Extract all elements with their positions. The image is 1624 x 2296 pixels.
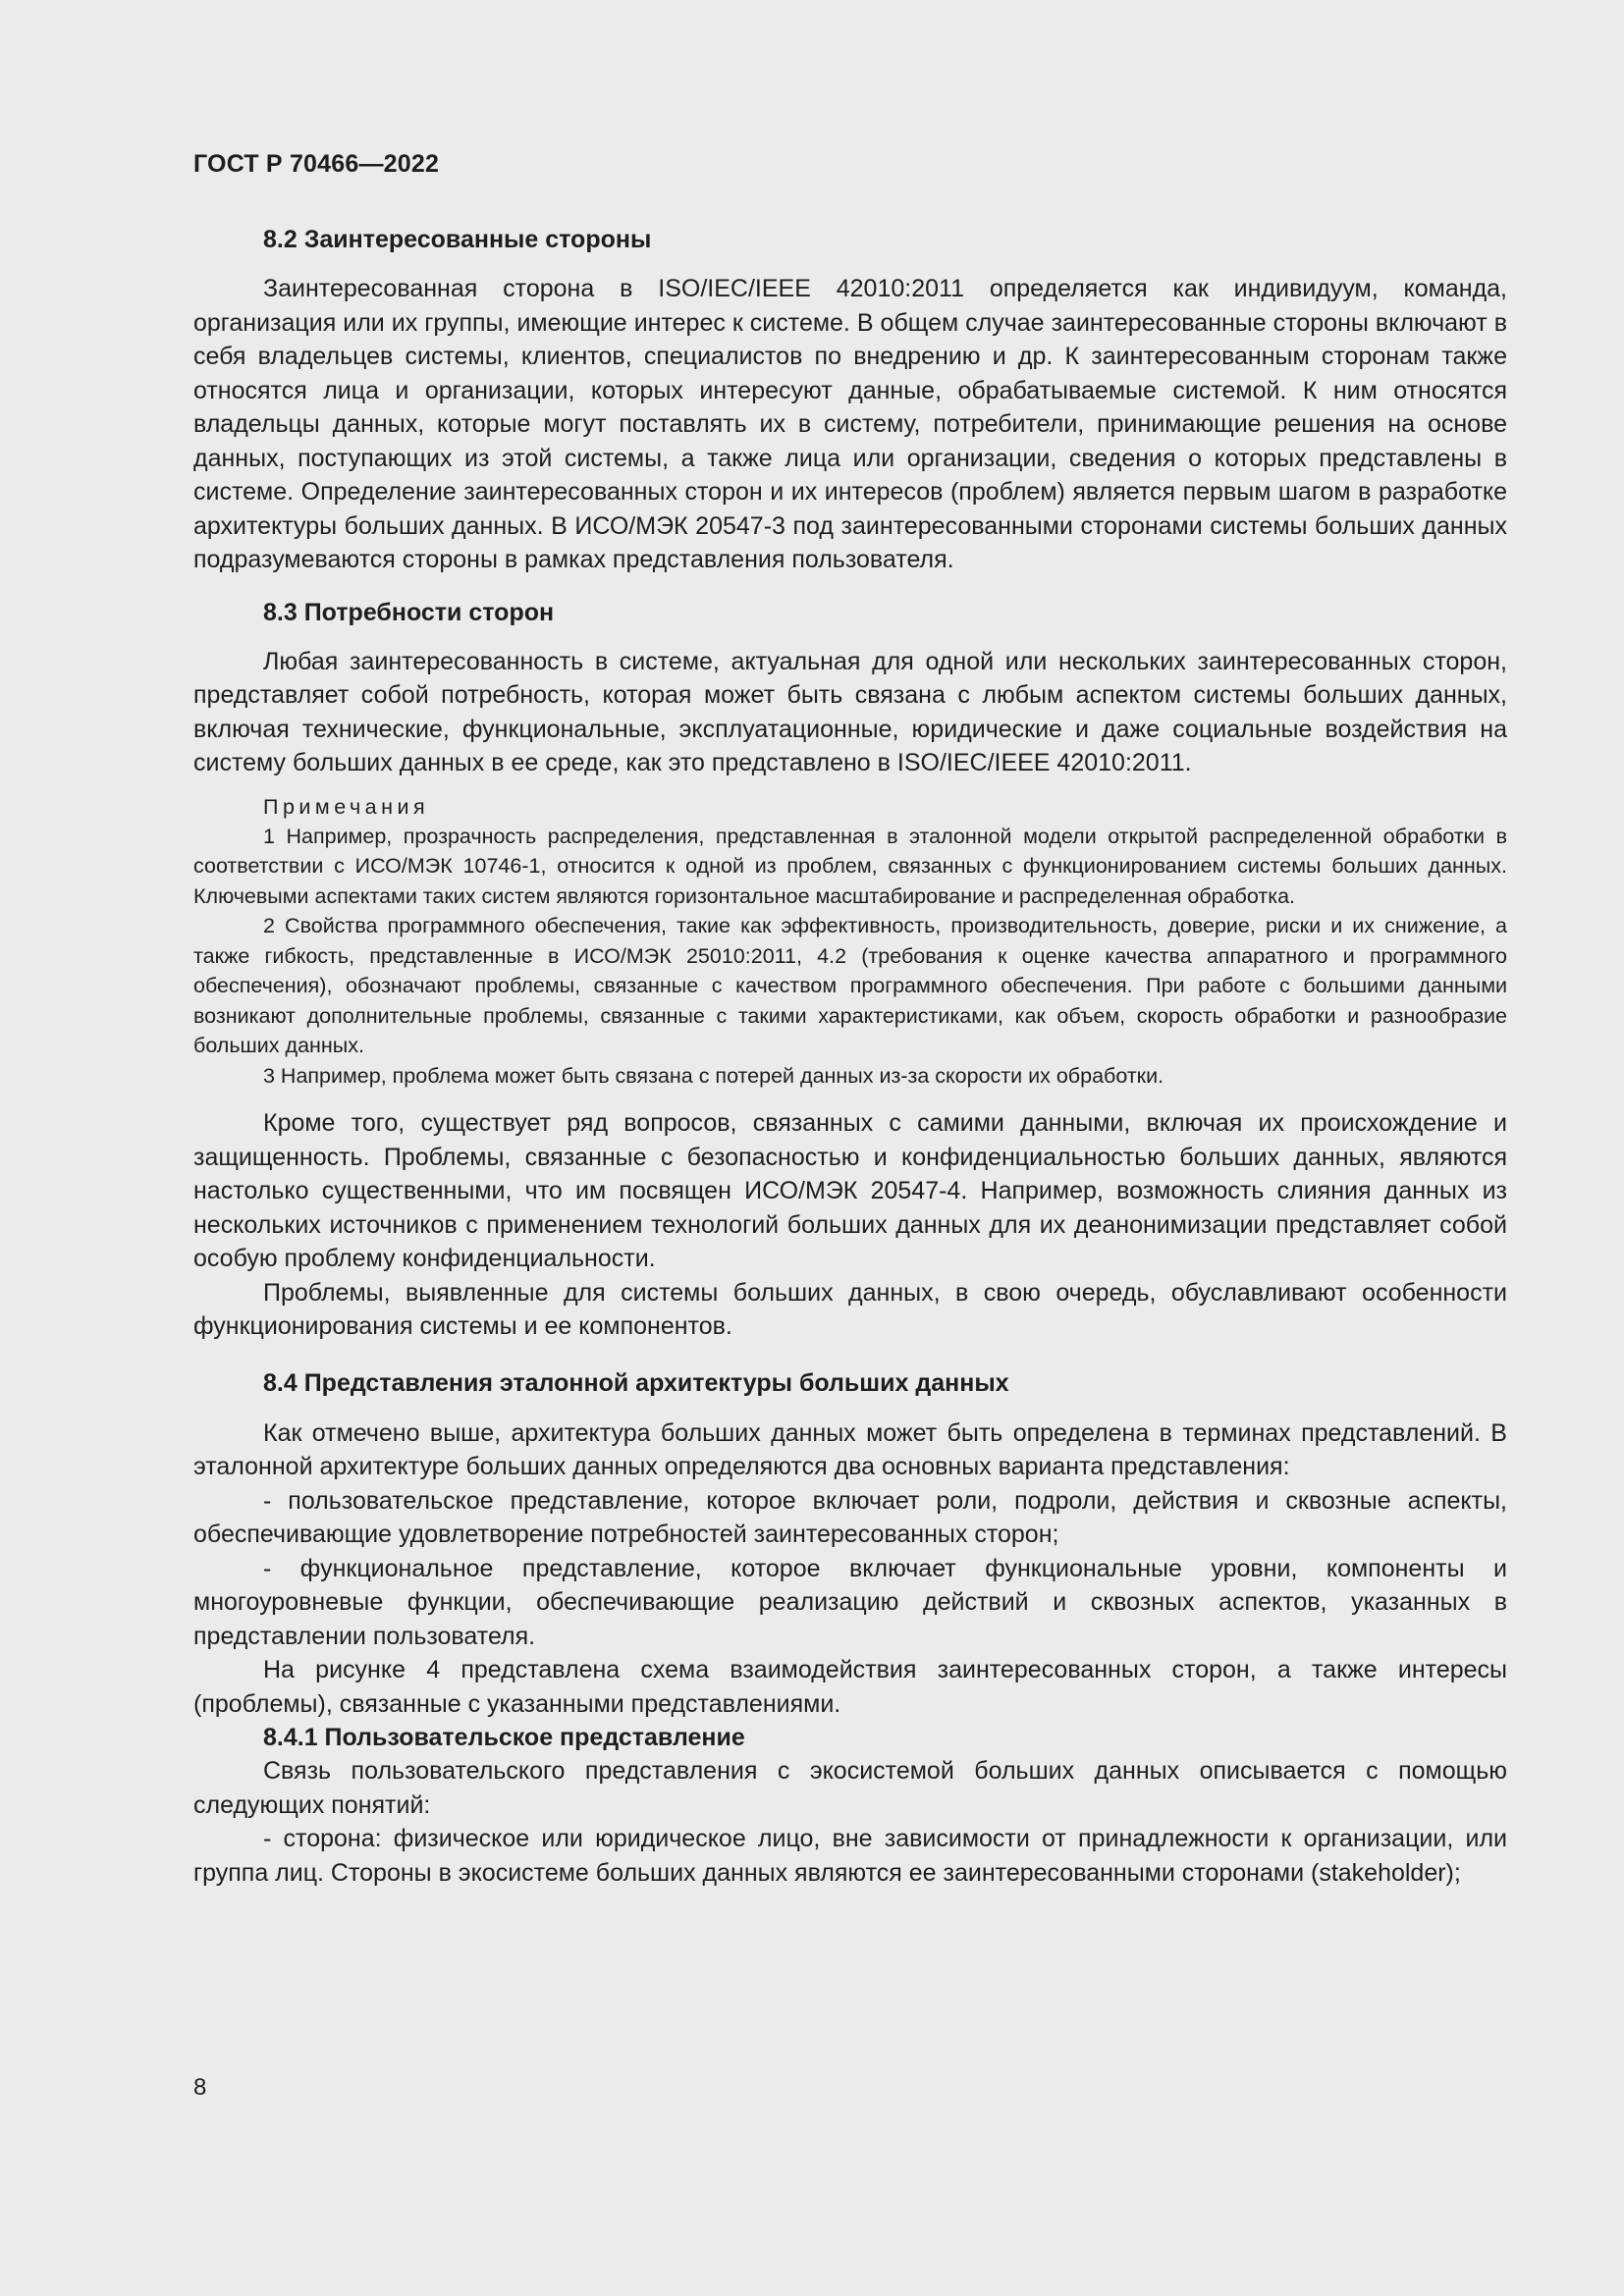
document-header: ГОСТ Р 70466—2022 <box>193 150 440 178</box>
notes-title: Примечания <box>263 794 430 819</box>
section-8-3-paragraph-2: Кроме того, существует ряд вопросов, связанных с самими данными, включая их происхождение и защищенность. Проблемы, связанные с безопасностью и конфиденциальностью больших данных, являются настолько существенными, что им посвящен ИСО/МЭК 20547-4. Например, возможность слияния данных из нескольких источников с применением технологий больших данных для их деанонимизации представляет собой особую проблему конфиденциальности. <box>193 1109 1507 1272</box>
section-8-4-list-item-1: - пользовательское представление, которое включает роли, подроли, действия и сквозные аспекты, обеспечивающие удовлетворение потребностей заинтересованных сторон; <box>193 1486 1507 1548</box>
section-8-2-paragraph: Заинтересованная сторона в ISO/IEC/IEEE 42010:2011 определяется как индивидуум, команда, организация или их группы, имеющие интерес к системе. В общем случае заинтересованные стороны включают в себя владельцев системы, клиентов, специалистов по внедрению и др. К заинтересованным сторонам также относятся лица и организации, которых интересуют данные, обрабатываемые системой. К ним относятся владельцы данных, которые могут поставлять их в систему, потребители, принимающие решения на основе данных, поступающих из этой системы, а также лица или организации, сведения о которых представлены в системе. Определение заинтересованных сторон и их интересов (проблем) является первым шагом в разработке архитектуры больших данных. В ИСО/МЭК 20547-3 под заинтересованными сторонами системы больших данных подразумеваются стороны в рамках представления пользователя. <box>193 275 1507 573</box>
section-8-3-title: 8.3 Потребности сторон <box>263 598 555 626</box>
section-8-4-1-list-item-1: - сторона: физическое или юридическое лицо, вне зависимости от принадлежности к организации, или группа лиц. Стороны в экосистеме больших данных являются ее заинтересованными сторонами (stakeholder); <box>193 1825 1507 1887</box>
section-8-4-1-paragraph: Связь пользовательского представления с экосистемой больших данных описывается с помощью следующих понятий: <box>193 1757 1507 1819</box>
section-8-4-paragraph-1: Как отмечено выше, архитектура больших данных может быть определена в терминах представлений. В эталонной архитектуре больших данных определяются два основных варианта представления: <box>193 1418 1507 1480</box>
note-2: 2 Свойства программного обеспечения, такие как эффективность, производительность, доверие, риски и их снижение, а также гибкость, представленные в ИСО/МЭК 25010:2011, 4.2 (требования к оценке качества аппаратного и программного обеспечения), обозначают проблемы, связанные с качеством программного обеспечения. При работе с большими данными возникают дополнительные проблемы, связанные с такими характеристиками, как объем, скорость обработки и разнообразие больших данных. <box>193 914 1507 1057</box>
section-8-2-title: 8.2 Заинтересованные стороны <box>263 226 652 253</box>
section-8-3-paragraph-1: Любая заинтересованность в системе, актуальная для одной или нескольких заинтересованных сторон, представляет собой потребность, которая может быть связана с любым аспектом системы больших данных, включая технические, функциональные, эксплуатационные, юридические и даже социальные воздействия на систему больших данных в ее среде, как это представлено в ISO/IEC/IEEE 42010:2011. <box>193 647 1507 776</box>
page-number: 8 <box>193 2074 207 2101</box>
section-8-4-1-title: 8.4.1 Пользовательское представление <box>263 1724 745 1751</box>
note-1: 1 Например, прозрачность распределения, представленная в эталонной модели открытой распределенной обработки в соответствии с ИСО/МЭК 10746-1, относится к одной из проблем, связанных с функционированием системы больших данных. Ключевыми аспектами таких систем являются горизонтальное масштабирование и распределенная обработка. <box>193 824 1507 908</box>
note-3: 3 Например, проблема может быть связана с потерей данных из-за скорости их обработки. <box>263 1063 1164 1088</box>
section-8-4-list-item-2: - функциональное представление, которое включает функциональные уровни, компоненты и многоуровневые функции, обеспечивающие реализацию действий и сквозных аспектов, указанных в представлении пользователя. <box>193 1554 1507 1650</box>
section-8-4-title: 8.4 Представления эталонной архитектуры больших данных <box>263 1368 1009 1397</box>
section-8-4-paragraph-2: На рисунке 4 представлена схема взаимодействия заинтересованных сторон, а также интересы (проблемы), связанные с указанными представлениями. <box>193 1656 1507 1718</box>
page-content <box>193 223 1507 1890</box>
section-8-3-paragraph-3: Проблемы, выявленные для системы больших данных, в свою очередь, обуславливают особенности функционирования системы и ее компонентов. <box>193 1278 1507 1340</box>
